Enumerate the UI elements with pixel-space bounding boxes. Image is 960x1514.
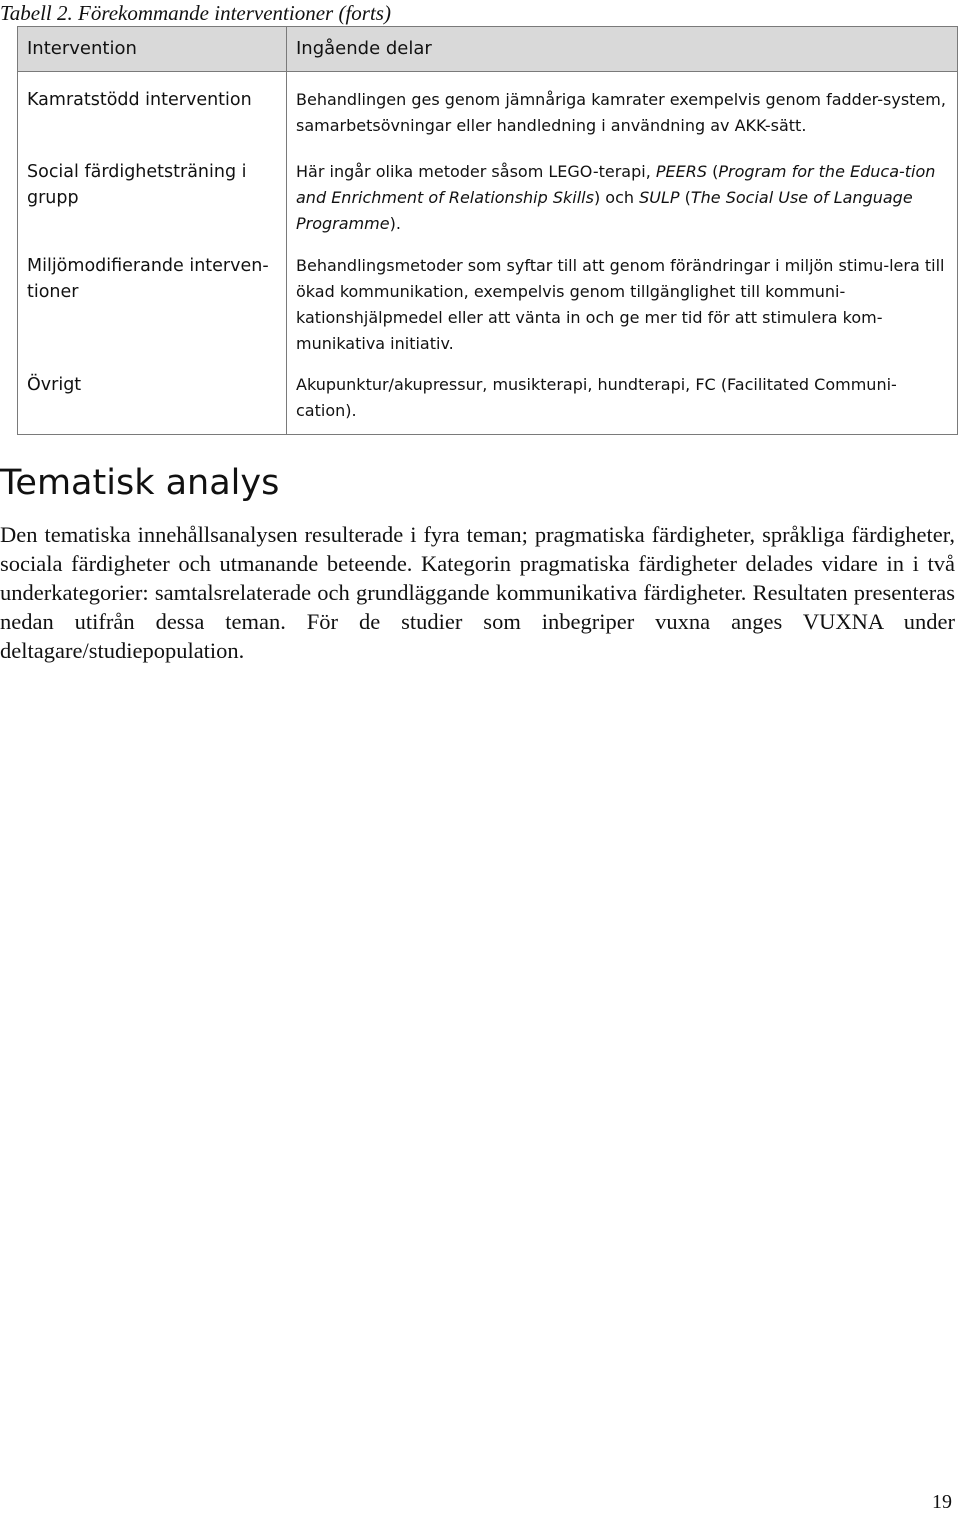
- description-term: SULP: [639, 187, 680, 207]
- intervention-description: [287, 145, 958, 241]
- intervention-label: Miljömodifierande interven-tioner: [18, 241, 287, 362]
- description-term: Program for the Educa-tion and Enrichment of Relationship Skills: [296, 161, 936, 207]
- intervention-label: Kamratstödd intervention: [18, 72, 287, 145]
- description-text: (: [707, 161, 719, 181]
- intervention-label: Social färdighetsträning i grupp: [18, 145, 287, 241]
- table-caption: Tabell 2. Förekommande interventioner (forts): [0, 1, 391, 25]
- intervention-description: Behandlingsmetoder som syftar till att genom förändringar i miljön stimu-lera till ökad kommunikation, exempelvis genom tillgänglighet till kommuni-kationshjälpmedel eller att vänta in och ge mer tid för att stimulera kom-munikativa initiativ.: [287, 241, 958, 362]
- section-heading: Tematisk analys: [0, 463, 280, 503]
- column-header-components: Ingående delar: [287, 27, 958, 72]
- page-number: 19: [932, 1491, 952, 1513]
- description-text: Här ingår olika metoder såsom LEGO-terapi,: [296, 161, 656, 181]
- intervention-description: Akupunktur/akupressur, musikterapi, hundterapi, FC (Facilitated Communi-cation).: [287, 362, 958, 435]
- description-term: PEERS: [655, 161, 708, 181]
- interventions-table: [17, 26, 958, 435]
- table-row: [18, 145, 958, 241]
- description-text: (: [679, 187, 691, 207]
- description-text: ) och: [593, 187, 640, 207]
- intervention-label: Övrigt: [18, 362, 287, 435]
- table-header-row: [18, 27, 958, 72]
- table-row: [18, 72, 958, 145]
- table-row: [18, 241, 958, 362]
- description-term: The Social Use of Language Programme: [296, 187, 913, 233]
- intervention-description: Behandlingen ges genom jämnåriga kamrater exempelvis genom fadder-system, samarbetsövningar eller handledning i användning av AKK-sätt.: [287, 72, 958, 145]
- description-text: ).: [389, 213, 401, 233]
- body-paragraph: Den tematiska innehållsanalysen resulterade i fyra teman; pragmatiska färdigheter, språkliga färdigheter, sociala färdigheter och utmanande beteende. Kategorin pragmatiska färdigheter delades vidare in i två underkategorier: samtalsrelaterade och grundläggande kommunikativa färdigheter. Resultaten presenteras nedan utifrån dessa teman. För de studier som inbegriper vuxna anges VUXNA under deltagare/studiepopulation.: [0, 522, 955, 663]
- column-header-intervention: Intervention: [18, 27, 287, 72]
- table-row: [18, 362, 958, 435]
